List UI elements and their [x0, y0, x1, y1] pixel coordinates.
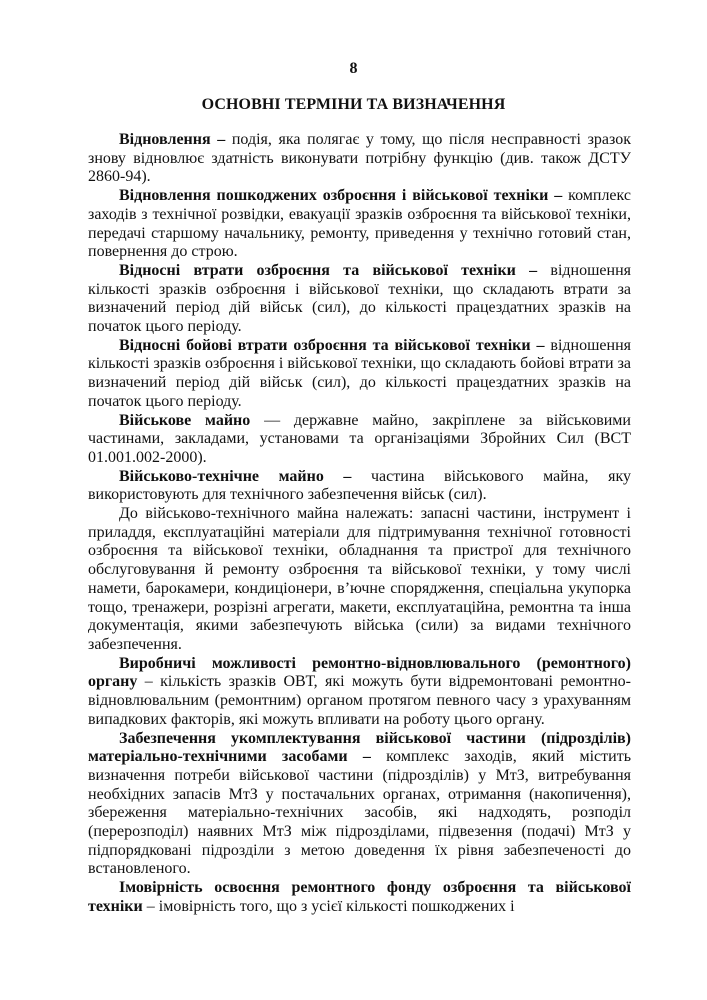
- definition-paragraph: [88, 262, 631, 337]
- definition-text: До військово-технічного майна належать: запасні частини, інструмент і приладдя, експлуатаційні матеріали для підтримування технічної готовності озброєння та військової техніки, обладнання та пристрої для технічного обслуговування й ремонту озброєння та військової техніки, у тому числі намети, барокамери, кондиціонери, в’ючне спорядження, спеціальна укупорка тощо, тренажери, розрізні агрегати, макети, експлуатаційна, ремонтна та інша документація, якими забезпечують війська (сили) за видами технічного забезпечення.: [88, 505, 631, 653]
- term: Військово-технічне майно –: [119, 467, 352, 485]
- term: Виробничі можливості ремонтно-відновлювального (ремонтного) органу: [88, 654, 631, 691]
- page-number: 8: [349, 60, 358, 77]
- definition-text: комплекс заходів, який містить визначення потреби військової частини (підрозділів) у МтЗ, витребування необхідних запасів МтЗ у постачальних органах, отримання (накопичення), збереження матеріально-технічних засобів, які надходять, розподіл (перерозподіл) наявних МтЗ між підрозділами, підвезення (подачі) МтЗ у підпорядковані підрозділи з метою доведення їх рівня забезпеченості до встановленого.: [88, 748, 632, 878]
- definition-text: комплекс заходів з технічної розвідки, евакуації зразків озброєння та військової техніки, передачі старшому начальнику, ремонту, приведення у технічно готовий стан, повернення до строю.: [88, 187, 632, 261]
- definition-paragraph: [88, 187, 631, 262]
- term: Відновлення –: [119, 131, 226, 148]
- definition-paragraph: [88, 131, 631, 187]
- definition-text: — державне майно, закріплене за військовими частинами, закладами, установами та організаціями Збройних Сил (ВСТ 01.001.002-2000).: [88, 411, 631, 466]
- term: Відносні бойові втрати озброєння та військової техніки –: [119, 336, 545, 354]
- term: Забезпечення укомплектування військової частини (підрозділів) матеріально-технічними засобами –: [88, 729, 631, 766]
- term: Відновлення пошкоджених озброєння і військової техніки –: [119, 187, 563, 205]
- definition-paragraph: [88, 337, 631, 412]
- term: Імовірність освоєння ремонтного фонду озброєння та військової техніки: [88, 879, 631, 915]
- definition-text: відношення кількості зразків озброєння і військової техніки, що складають втрати за визначений період дій військ (сил), до кількості працездатних зразків на початок цього періоду.: [88, 261, 631, 336]
- definition-paragraph: [88, 879, 631, 916]
- definition-text: відношення кількості зразків озброєння і військової техніки, що складають бойові втрати за визначений період дій військ (сил), до кількості працездатних зразків на початок цього періоду.: [88, 336, 632, 410]
- definition-text: частина військового майна, яку використовують для технічного забезпечення військ (сил).: [88, 467, 632, 504]
- definitions-body: [88, 131, 631, 917]
- definition-paragraph: [88, 412, 631, 468]
- term: Військове майно: [119, 411, 251, 429]
- definition-text: – кількість зразків ОВТ, які можуть бути відремонтовані ремонтно-відновлювальним (ремонтним) органом протягом певного часу з урахуванням випадкових факторів, які можуть впливати на роботу цього органу.: [88, 673, 631, 728]
- term: Відносні втрати озброєння та військової техніки –: [119, 261, 538, 279]
- definition-paragraph: [88, 730, 631, 880]
- definition-text: подія, яка полягає у тому, що після несправності зразок знову відновлює здатність виконувати потрібну функцію (див. також ДСТУ 2860-94).: [88, 131, 631, 186]
- definition-paragraph: [88, 468, 631, 505]
- definition-paragraph: [88, 505, 631, 655]
- definition-paragraph: [88, 655, 631, 730]
- page-title: ОСНОВНІ ТЕРМІНИ ТА ВИЗНАЧЕННЯ: [201, 96, 506, 113]
- definition-text: – імовірність того, що з усієї кількості пошкоджених і: [142, 897, 515, 915]
